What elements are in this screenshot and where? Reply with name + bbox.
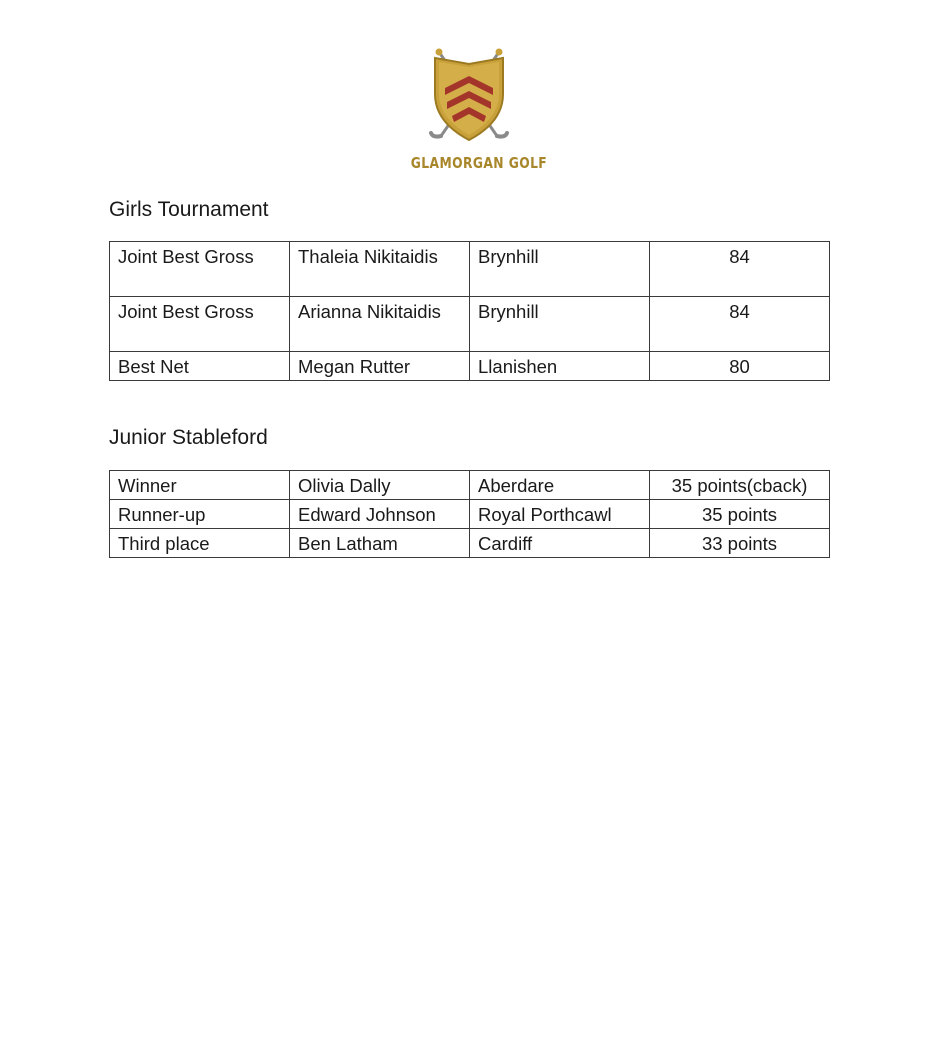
table-row <box>110 352 830 381</box>
player-name-cell: Thaleia Nikitaidis <box>290 242 470 297</box>
category-cell: Best Net <box>110 352 290 381</box>
logo-text: GLAMORGAN GOLF <box>410 154 548 172</box>
category-cell: Third place <box>110 529 290 558</box>
category-cell: Joint Best Gross <box>110 242 290 297</box>
club-cell: Brynhill <box>470 297 650 352</box>
table-row <box>110 471 830 500</box>
score-cell: 80 <box>650 352 830 381</box>
score-cell: 35 points(cback) <box>650 471 830 500</box>
table-row <box>110 297 830 352</box>
score-cell: 84 <box>650 242 830 297</box>
junior-stableford-table <box>109 470 830 558</box>
club-cell: Cardiff <box>470 529 650 558</box>
player-name-cell: Arianna Nikitaidis <box>290 297 470 352</box>
club-cell: Llanishen <box>470 352 650 381</box>
category-cell: Winner <box>110 471 290 500</box>
table-row <box>110 500 830 529</box>
glamorgan-golf-logo <box>398 44 548 180</box>
club-cell: Aberdare <box>470 471 650 500</box>
club-cell: Royal Porthcawl <box>470 500 650 529</box>
player-name-cell: Ben Latham <box>290 529 470 558</box>
score-cell: 35 points <box>650 500 830 529</box>
score-cell: 84 <box>650 297 830 352</box>
shield-crossed-clubs-icon <box>425 44 513 148</box>
player-name-cell: Megan Rutter <box>290 352 470 381</box>
club-cell: Brynhill <box>470 242 650 297</box>
player-name-cell: Edward Johnson <box>290 500 470 529</box>
category-cell: Joint Best Gross <box>110 297 290 352</box>
girls-tournament-table <box>109 241 830 381</box>
girls-tournament-heading: Girls Tournament <box>109 198 269 221</box>
junior-stableford-heading: Junior Stableford <box>109 426 268 449</box>
player-name-cell: Olivia Dally <box>290 471 470 500</box>
score-cell: 33 points <box>650 529 830 558</box>
table-row <box>110 242 830 297</box>
category-cell: Runner-up <box>110 500 290 529</box>
table-row <box>110 529 830 558</box>
